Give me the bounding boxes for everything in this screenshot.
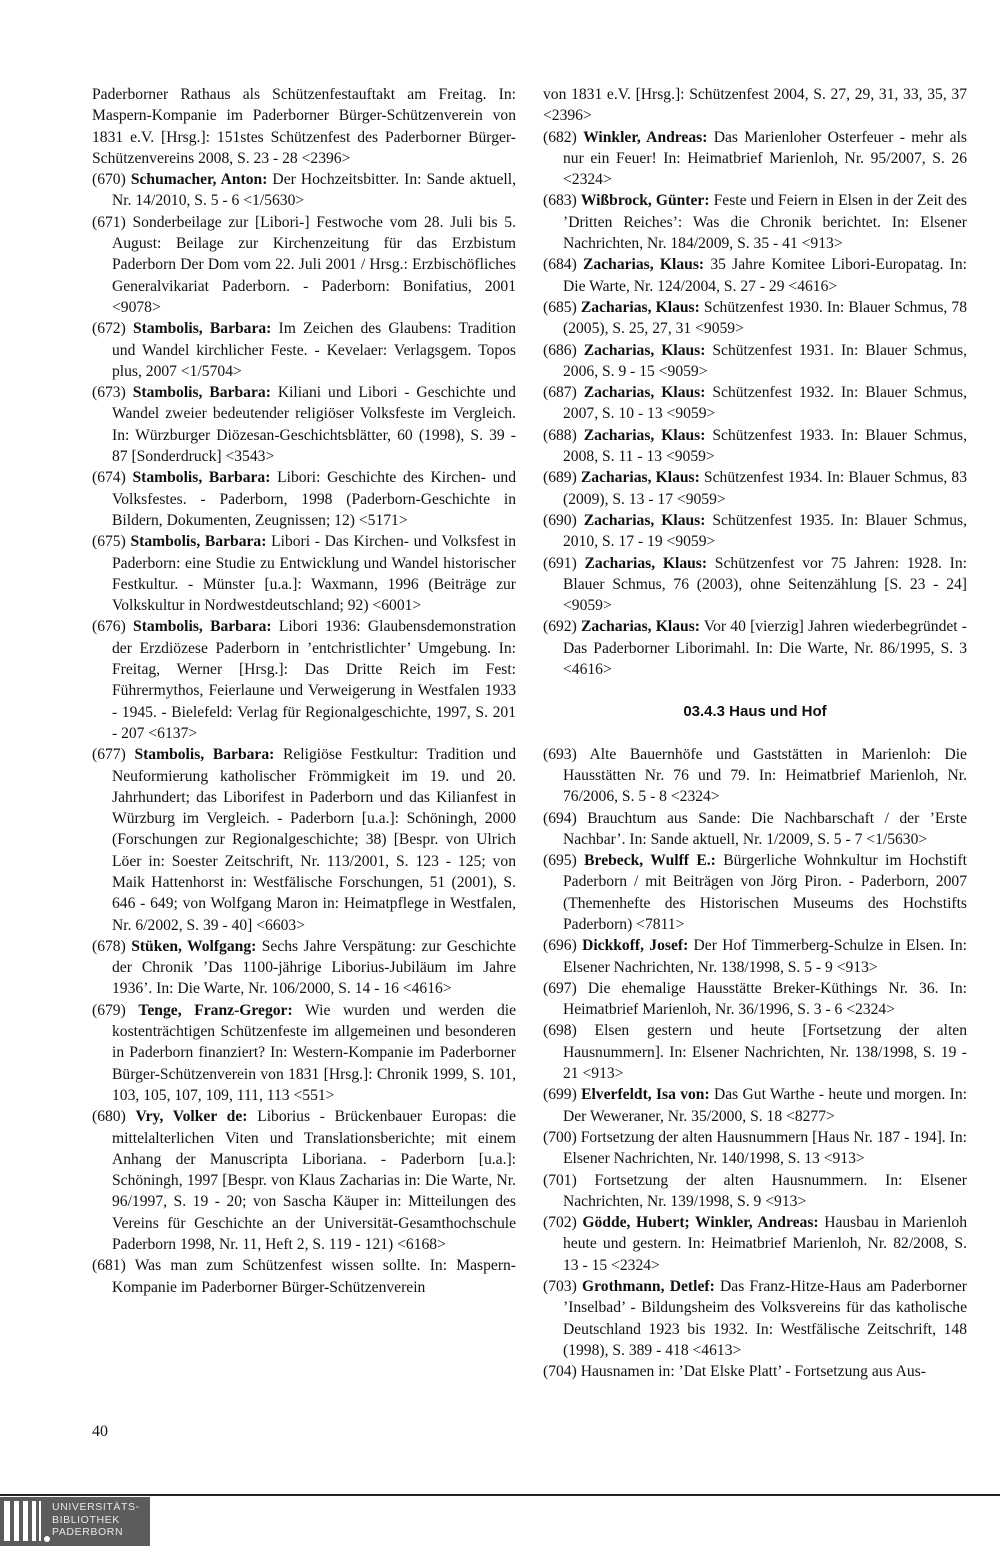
bibliography-entry <box>543 190 967 254</box>
entry-number: (693) <box>543 745 590 763</box>
entry-text: Schützenfest vor 75 Jahren: 1928. In: Blauer Schmus, 76 (2003), ohne Seitenzählung [S. 23 - 24] <9059> <box>563 554 967 615</box>
bibliography-entry <box>543 1361 967 1382</box>
entry-number: (698) <box>543 1022 595 1040</box>
bibliography-entry <box>92 744 516 936</box>
entry-text: Fortsetzung der alten Hausnummern [Haus Nr. 187 - 194]. In: Elsener Nachrichten, Nr. 140/1998, S. 13 <913> <box>563 1128 967 1168</box>
bibliography-entry <box>543 744 967 808</box>
entry-text: Das Gut Warthe - heute und morgen. In: Der Weweraner, Nr. 35/2000, S. 18 <8277> <box>563 1086 967 1125</box>
entry-number: (697) <box>543 979 588 997</box>
bibliography-entry <box>543 1084 967 1127</box>
entry-text: Feste und Feiern in Elsen in der Zeit des ’Dritten Reiches’: Was die Chronik berichtet. In: Elsener Nachrichten, Nr. 184/2009, S. 35 - 41 <913> <box>563 192 967 253</box>
entry-text: Schützenfest 1935. In: Blauer Schmus, 2010, S. 17 - 19 <9059> <box>563 511 967 551</box>
entry-text: Libori: Geschichte des Kirchen- und Volksfestes. - Paderborn, 1998 (Paderborn-Geschichte in Bildern, Dokumenten, Zeugnissen; 12) <5171> <box>112 469 516 529</box>
entry-text: Kiliani und Libori - Geschichte und Wandel zweier bedeutender religiöser Volksfeste im Vergleich. In: Würzburger Diözesan-Geschichtsblätter, 60 (1998), S. 39 - 87 [Sonderdruck] <3543> <box>112 384 516 466</box>
entry-number: (699) <box>543 1086 582 1104</box>
left-column <box>92 84 516 1298</box>
entry-text: Bürgerliche Wohnkultur im Hochstift Paderborn / mit Beiträgen von Jörg Piron. - Paderborn, 2007 (Themenhefte des Historischen Museums des Hochstifts Paderborn) <7811> <box>563 852 967 933</box>
entry-number: (696) <box>543 937 583 955</box>
entry-author: Winkler, Andreas: <box>583 128 708 146</box>
entry-number: (673) <box>92 384 133 402</box>
entry-number: (704) <box>543 1363 581 1381</box>
entry-author: Stambolis, Barbara: <box>132 384 271 402</box>
entry-author: Stambolis, Barbara: <box>130 533 267 551</box>
haus-und-hof-entries <box>543 744 967 1383</box>
entry-text: Libori - Das Kirchen- und Volksfest in Paderborn: eine Studie zu Entwicklung und Wandel historischer Festkultur. - Münster [u.a.]: Waxmann, 1996 (Beiträge zur Volkskultur in Nordwestdeutschland; 92) <6001> <box>112 533 516 615</box>
entry-author: Zacharias, Klaus: <box>580 298 700 316</box>
entry-text: Fortsetzung der alten Hausnummern. In: Elsener Nachrichten, Nr. 139/1998, S. 9 <913> <box>563 1171 967 1210</box>
bibliography-entry <box>543 808 967 851</box>
entry-author: Zacharias, Klaus: <box>580 469 700 487</box>
bibliography-entry <box>543 297 967 340</box>
entry-text: Religiöse Festkultur: Tradition und Neuformierung katholischer Frömmigkeit im 19. und 20. Jahrhundert; das Liborifest in Paderborn und das Kilianfest in Würzburg im Vergleich. - Paderborn [u.a.]: Schöningh, 2000 (Forschungen zur Regionalgeschichte; 38) [Bespr. von Ulrich Löer in: Soester Zeitschrift, Nr. 113/2001, S. 123 - 125; von Maik Hattenhorst in: Westfälische Forschungen, 51 (2001), S. 646 - 649; von Wolfgang Maron in: Heimatpflege in Westfalen, Nr. 6/2002, S. 39 - 40] <6603> <box>112 746 516 934</box>
entry-text: von 1831 e.V. [Hrsg.]: Schützenfest 2004, S. 27, 29, 31, 33, 35, 37 <2396> <box>543 86 967 125</box>
entry-text: Hausbau in Marienloh heute und gestern. In: Heimatbrief Marienloh, Nr. 82/2008, S. 13 - 15 <2324> <box>563 1214 967 1274</box>
entry-text: Was man zum Schützenfest wissen sollte. In: Maspern-Kompanie im Paderborner Bürger-Schützenverein <box>112 1257 516 1296</box>
bibliography-entry <box>92 84 516 169</box>
entry-number: (690) <box>543 511 584 529</box>
right-column <box>543 84 967 1383</box>
entry-number: (703) <box>543 1278 583 1296</box>
bibliography-entry <box>543 1276 967 1361</box>
entry-number: (701) <box>543 1171 595 1189</box>
entry-author: Brebeck, Wulff E.: <box>584 852 716 870</box>
bibliography-entry <box>543 84 967 127</box>
entry-number: (686) <box>543 341 584 359</box>
entry-text: Die ehemalige Hausstätte Breker-Küthings Nr. 36. In: Heimatbrief Marienloh, Nr. 36/1996, S. 3 - 6 <2324> <box>563 979 967 1019</box>
entry-text: Im Zeichen des Glaubens: Tradition und Wandel kirchlicher Feste. - Kevelaer: Verlagsgem. Topos plus, 2007 <1/5704> <box>112 320 516 380</box>
entry-author: Stambolis, Barbara: <box>132 469 271 487</box>
bibliography-entry <box>92 212 516 318</box>
entry-number: (684) <box>543 256 584 274</box>
entry-number: (700) <box>543 1128 581 1146</box>
entry-number: (682) <box>543 128 584 146</box>
bibliography-entry <box>543 127 967 191</box>
bibliography-entry <box>543 1212 967 1276</box>
entry-text: Schützenfest 1931. In: Blauer Schmus, 2006, S. 9 - 15 <9059> <box>563 341 967 380</box>
entry-text: Alte Bauernhöfe und Gaststätten in Marienloh: Die Hausstätten Nr. 76 und 79. In: Heimatbrief Marienloh, Nr. 76/2006, S. 5 - 8 <2324> <box>563 745 967 806</box>
bibliography-entry <box>92 467 516 531</box>
entry-text: Schützenfest 1933. In: Blauer Schmus, 2008, S. 11 - 13 <9059> <box>563 426 967 466</box>
entry-text: Paderborner Rathaus als Schützenfestauftakt am Freitag. In: Maspern-Kompanie im Paderborner Bürger-Schützenverein von 1831 e.V. [Hrsg.]: 151stes Schützenfest des Paderborner Bürger-Schützenvereins 2008, S. 23 - 28 <2396> <box>92 86 516 167</box>
bibliography-entry <box>543 1127 967 1170</box>
entry-number: (685) <box>543 298 581 316</box>
entry-number: (674) <box>92 469 133 487</box>
bibliography-entry <box>543 425 967 468</box>
entry-number: (689) <box>543 469 581 487</box>
entry-author: Schumacher, Anton: <box>130 171 268 189</box>
entry-text: Das Franz-Hitze-Haus am Paderborner ’Inselbad’ - Bildungsheim des Volksvereins für das katholische Deutschland 1923 bis 1932. In: Westfälische Zeitschrift, 148 (1998), S. 389 - 418 <4613> <box>563 1278 967 1359</box>
entry-text: Der Hochzeitsbitter. In: Sande aktuell, Nr. 14/2010, S. 5 - 6 <1/5630> <box>112 171 516 210</box>
right-column-entries <box>543 84 967 680</box>
entry-author: Zacharias, Klaus: <box>583 341 706 359</box>
bibliography-entry <box>92 936 516 1000</box>
bibliography-entry <box>543 510 967 553</box>
bibliography-entry <box>543 616 967 680</box>
entry-text: Vor 40 [vierzig] Jahren wiederbegründet - Das Paderborner Liborimahl. In: Die Warte, Nr. 86/1995, S. 3 <4616> <box>563 618 967 679</box>
logo-line-2: BIBLIOTHEK <box>52 1513 120 1526</box>
entry-author: Grothmann, Detlef: <box>582 1278 715 1296</box>
bibliography-entry <box>543 254 967 297</box>
entry-text: Das Marienloher Osterfeuer - mehr als nur ein Feuer! In: Heimatbrief Marienloh, Nr. 95/2007, S. 26 <2324> <box>563 128 967 189</box>
bibliography-entry <box>92 1255 516 1298</box>
bibliography-entry <box>543 935 967 978</box>
entry-number: (675) <box>92 533 131 551</box>
entry-text: Elsen gestern und heute [Fortsetzung der alten Hausnummern]. In: Elsener Nachrichten, Nr. 138/1998, S. 19 - 21 <913> <box>563 1022 967 1083</box>
bibliography-entry <box>92 1000 516 1106</box>
entry-text: Sechs Jahre Verspätung: zur Geschichte der Chronik ’Das 1100-jährige Liborius-Jubiläum im Jahre 1936’. In: Die Warte, Nr. 106/2000, S. 14 - 16 <4616> <box>112 937 516 998</box>
library-logo <box>0 1497 150 1546</box>
bibliography-entry <box>543 340 967 383</box>
bibliography-entry <box>543 978 967 1021</box>
entry-author: Tenge, Franz-Gregor: <box>138 1001 293 1019</box>
bibliography-entry <box>543 1170 967 1213</box>
entry-number: (672) <box>92 320 133 338</box>
entry-number: (680) <box>92 1108 136 1126</box>
entry-author: Gödde, Hubert; Winkler, Andreas: <box>582 1214 819 1232</box>
entry-author: Zacharias, Klaus: <box>584 554 708 572</box>
entry-author: Wißbrock, Günter: <box>580 192 710 210</box>
entry-author: Zacharias, Klaus: <box>583 256 705 274</box>
bibliography-entry <box>92 531 516 616</box>
entry-author: Stambolis, Barbara: <box>134 746 275 764</box>
bibliography-entry <box>543 1020 967 1084</box>
entry-number: (670) <box>92 171 131 189</box>
bibliography-entry <box>92 616 516 744</box>
entry-author: Stüken, Wolfgang: <box>131 937 257 955</box>
logo-line-3: PADERBORN <box>52 1526 124 1538</box>
entry-author: Stambolis, Barbara: <box>133 618 272 636</box>
entry-text: Hausnamen in: ’Dat Elske Platt’ - Fortsetzung aus Aus- <box>580 1363 926 1381</box>
entry-text: Wie wurden und werden die kostenträchtigen Schützenfeste im allgemeinen und besonderen in Paderborn finanziert? In: Western-Kompanie im Paderborner Bürger-Schützenverein von 1831 [Hrsg.]: Chronik 1999, S. 101, 103, 105, 107, 109, 111, 113 <551> <box>112 1001 516 1104</box>
entry-text: Liborius - Brückenbauer Europas: die mittelalterlichen Viten und Translationsberichte; mit einem Anhang der Manuscripta Liboriana. - Paderborn [u.a.]: Schöningh, 1997 [Bespr. von Klaus Zacharias in: Die Warte, Nr. 96/1997, S. 19 - 20; von Sascha Käuper in: Mitteilungen des Vereins für Geschichte an der Universität-Gesamthochschule Paderborn 1998, Nr. 11, Heft 2, S. 119 - 121) <6168> <box>112 1108 517 1254</box>
page-number: 40 <box>92 1423 108 1440</box>
entry-text: Brauchtum aus Sande: Die Nachbarschaft / der ’Erste Nachbar’. In: Sande aktuell, Nr. 1/2009, S. 5 - 7 <1/5630> <box>563 809 967 848</box>
entry-number: (688) <box>543 426 584 444</box>
bibliography-entry <box>543 850 967 935</box>
entry-number: (676) <box>92 618 134 636</box>
entry-author: Zacharias, Klaus: <box>583 511 706 529</box>
bibliography-entry <box>92 169 516 212</box>
entry-author: Dickkoff, Josef: <box>582 937 689 955</box>
entry-number: (683) <box>543 192 581 210</box>
entry-number: (677) <box>92 746 135 764</box>
entry-author: Zacharias, Klaus: <box>583 426 706 444</box>
entry-text: 35 Jahre Komitee Libori-Europatag. In: Die Warte, Nr. 124/2004, S. 27 - 29 <4616> <box>563 256 967 295</box>
entry-author: Stambolis, Barbara: <box>132 320 272 338</box>
entry-number: (681) <box>92 1257 135 1275</box>
entry-number: (692) <box>543 618 581 636</box>
entry-text: Schützenfest 1932. In: Blauer Schmus, 2007, S. 10 - 13 <9059> <box>563 384 967 423</box>
logo-line-1: UNIVERSITÄTS- <box>52 1501 140 1513</box>
entry-number: (702) <box>543 1214 583 1232</box>
entry-author: Vry, Volker de: <box>135 1108 248 1126</box>
entry-text: Der Hof Timmerberg-Schulze in Elsen. In: Elsener Nachrichten, Nr. 138/1998, S. 5 - 9 <913> <box>563 937 967 976</box>
entry-number: (678) <box>92 937 132 955</box>
bibliography-entry <box>92 382 516 467</box>
entry-author: Elverfeldt, Isa von: <box>581 1086 710 1104</box>
entry-number: (691) <box>543 554 585 572</box>
entry-number: (687) <box>543 384 584 402</box>
entry-text: Sonderbeilage zur [Libori-] Festwoche vom 28. Juli bis 5. August: Beilage zur Kirchenzeitung für das Erzbistum Paderborn Der Dom vom 22. Juli 2001 / Hrsg.: Erzbischöfliches Generalvikariat Paderborn. - Paderborn: Bonifatius, 2001 <9078> <box>112 213 516 316</box>
bibliography-entry <box>543 467 967 510</box>
entry-text: Schützenfest 1930. In: Blauer Schmus, 78 (2005), S. 25, 27, 31 <9059> <box>563 298 967 338</box>
bibliography-entry <box>543 553 967 617</box>
section-heading: 03.4.3 Haus und Hof <box>683 703 827 721</box>
entry-author: Zacharias, Klaus: <box>580 618 700 636</box>
bibliography-entry <box>543 382 967 425</box>
entry-number: (671) <box>92 213 133 231</box>
entry-number: (695) <box>543 852 585 870</box>
bibliography-entry <box>92 1106 516 1255</box>
entry-text: Libori 1936: Glaubensdemonstration der Erzdiözese Paderborn in ’entchristlichter’ Umgebung. In: Freitag, Werner [Hrsg.]: Das Dritte Reich im Fest: Führermythos, Feierlaune und Verweigerung in Westfalen 1933 - 1945. - Bielefeld: Verlag für Regionalgeschichte, 1997, S. 201 - 207 <6137> <box>112 618 516 742</box>
entry-text: Schützenfest 1934. In: Blauer Schmus, 83 (2009), S. 13 - 17 <9059> <box>563 469 967 508</box>
logo-bars-icon <box>4 1501 46 1541</box>
footer-rule <box>0 1494 1000 1496</box>
logo-text <box>52 1501 140 1539</box>
bibliography-entry <box>92 318 516 382</box>
entry-number: (694) <box>543 809 588 827</box>
entry-author: Zacharias, Klaus: <box>583 384 706 402</box>
entry-number: (679) <box>92 1001 139 1019</box>
